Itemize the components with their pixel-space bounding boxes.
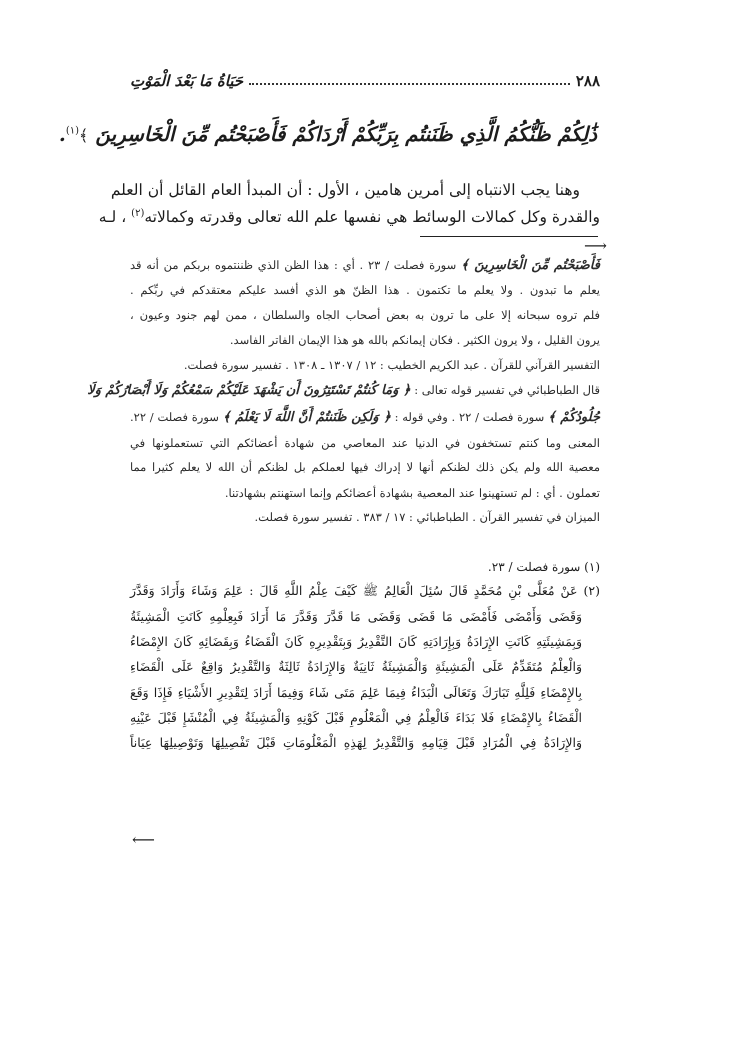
footnote-2-line: وَالْعِلْمُ مُتَقَدِّمٌ عَلَى الْمَشِيئَةِ وَالْمَشِيئَةُ ثَانِيَةٌ وَالإِرَادَةُ ثَالِثَةٌ وَالتَّقْدِيرُ وَاقِعٌ عَلَى الْقَضَاءِ [130, 659, 582, 674]
note-line: الميزان في تفسير القرآن . الطباطبائي : ١٧ / ٣٨٣ . تفسير سورة فصلت. [254, 510, 600, 524]
verse-text: ذَٰلِكُمْ ظَنُّكُمُ الَّذِي ظَنَنتُم بِرَبِّكُمْ أَرْدَاكُمْ فَأَصْبَحْتُم مِّنَ الْخَاسِرِينَ [95, 122, 597, 146]
body-paragraph-line-2 [98, 208, 600, 227]
dotted-leader [249, 83, 570, 85]
footnote-ref-1: (١) [65, 125, 80, 137]
quran-quote: ﴿ وَمَا كُنتُمْ تَسْتَتِرُونَ أَن يَشْهَدَ عَلَيْكُمْ سَمْعُكُمْ وَلَا أَبْصَارُكُمْ وَلَا [87, 383, 411, 398]
footnote-ref-2: (٢) [131, 208, 145, 219]
footnote-2-line: بِالإِمْضَاءِ فَلِلَّهِ تَبَارَكَ وَتَعَالَى الْبَدَاءُ فِيمَا عَلِمَ مَتَى شَاءَ وَفِيمَا أَرَادَ لِتَقْدِيرِ الأَشْيَاءِ فَإِذَا وَقَعَ [130, 685, 582, 700]
note-line: التفسير القرآني للقرآن . عبد الكريم الخطيب : ١٢ / ١٣٠٧ ـ ١٣٠٨ . تفسير سورة فصلت. [183, 358, 600, 372]
continuation-arrow-icon: ⟶ [584, 236, 607, 255]
body-paragraph-line-1: وهنا يجب الانتباه إلى أمرين هامين ، الأول : أن المبدأ العام القائل أن العلم [110, 181, 580, 199]
verse-ornament-close: ﴾ [79, 126, 89, 145]
footnote-2-line: (٢) عَنْ مُعَلَّى بْنِ مُحَمَّدٍ قَالَ سُئِلَ الْعَالِمُ ﷺ كَيْفَ عِلْمُ اللَّهِ قَالَ : عَلِمَ وَشَاءَ وَأَرَادَ وَقَدَّرَ [130, 583, 600, 598]
footnote-2-line: وَالإِرَادَةُ فِي الْمُرَادِ قَبْلَ قِيَامِهِ وَالتَّقْدِيرُ لِهَذِهِ الْمَعْلُومَاتِ قَبْلَ تَفْصِيلِهَا وَتَوْصِيلِهَا عِيَاناً [130, 735, 582, 750]
quran-quote: فَأَصْبَحْتُم مِّنَ الْخَاسِرِينَ ﴾ [461, 258, 600, 273]
continuation-arrow-bottom-icon: ⟵ [132, 830, 155, 849]
note-text: سورة فصلت / ٢٢ . وفي قوله : [394, 410, 545, 424]
note-line: معصية الله ولم يكن ذلك لظنكم أنها لا إدراك فيها لعملكم بل لظنكم أن الله لا يعلم كثيرا مما [130, 460, 600, 474]
footnote-2-line: وَبِمَشِيئَتِهِ كَانَتِ الإِرَادَةُ وَبِإِرَادَتِهِ كَانَ التَّقْدِيرُ وَبِتَقْدِيرِهِ كَانَ الْقَضَاءُ وَبِقَضَائِهِ كَانَ الإِمْضَاءُ [130, 634, 582, 649]
note-line: فلم تروه سبحانه إلا على ما ترون به بعض أصحاب الجاه والسلطان ، ممن لهم جنود وعيون ، [130, 308, 600, 322]
note-line: يرون القليل ، ولا يرون الكثير . فكان إيمانكم بالله هو هذا الإيمان الفاتر الفاسد. [229, 333, 600, 347]
body-line-2-tail: ، لـه [98, 208, 127, 227]
note-line: المعنى وما كنتم تستخفون في الدنيا عند المعاصي من شهادة أعضائكم التي تستعملونها في [130, 436, 600, 450]
note-line: تعملون . أي : لم تستهينوا عند المعصية بشهادة أعضائكم وإنما استهنتم بشهادتنا. [224, 486, 600, 500]
page-header [130, 68, 600, 94]
note-line: يعلم ما تبدون . ولا يعلم ما تكتمون . هذا الظنّ هو الذي أفسد عليكم معتقدكم في ربِّكم . [130, 283, 600, 297]
footnote-2-line: الْقَضَاءُ بِالإِمْضَاءِ فَلا بَدَاءَ فَالْعِلْمُ فِي الْمَعْلُومِ قَبْلَ كَوْنِهِ وَالْمَشِيئَةُ فِي الْمُنْشَإِ قَبْلَ عَيْنِهِ [130, 710, 582, 725]
note-line [87, 383, 600, 398]
note-text: سورة فصلت / ٢٣ . أي : هذا الظن الذي ظننتموه بربكم من أنه قد [130, 258, 457, 272]
verse-end: . [58, 122, 66, 146]
page-number: ٢٨٨ [575, 72, 600, 90]
footnote-divider [420, 236, 598, 237]
note-line [130, 410, 600, 425]
footnote-1: (١) سورة فصلت / ٢٣. [487, 560, 600, 574]
quran-quote: جُلُودُكُمْ ﴾ [548, 410, 600, 425]
running-title: حَيَاةُ مَا بَعْدَ الْمَوْتِ [130, 72, 244, 90]
note-line [130, 258, 600, 273]
quran-quote: ﴿ وَلَكِن ظَنَنتُمْ أَنَّ اللَّهَ لَا يَعْلَمُ ﴾ [222, 410, 391, 425]
footnote-2-line: وَقَضَى وَأَمْضَى فَأَمْضَى مَا قَضَى وَقَضَى مَا قَدَّرَ وَقَدَّرَ مَا أَرَادَ فَبِعِلْمِهِ كَانَتِ الْمَشِيئَةُ [130, 609, 582, 624]
quran-verse [58, 122, 597, 146]
note-text: قال الطباطبائي في تفسير قوله تعالى : [414, 383, 600, 397]
note-text: سورة فصلت / ٢٢. [130, 410, 219, 424]
body-line-2-text: والقدرة وكل كمالات الوسائط هي نفسها علم الله تعالى وقدرته وكمالاته [144, 208, 600, 227]
